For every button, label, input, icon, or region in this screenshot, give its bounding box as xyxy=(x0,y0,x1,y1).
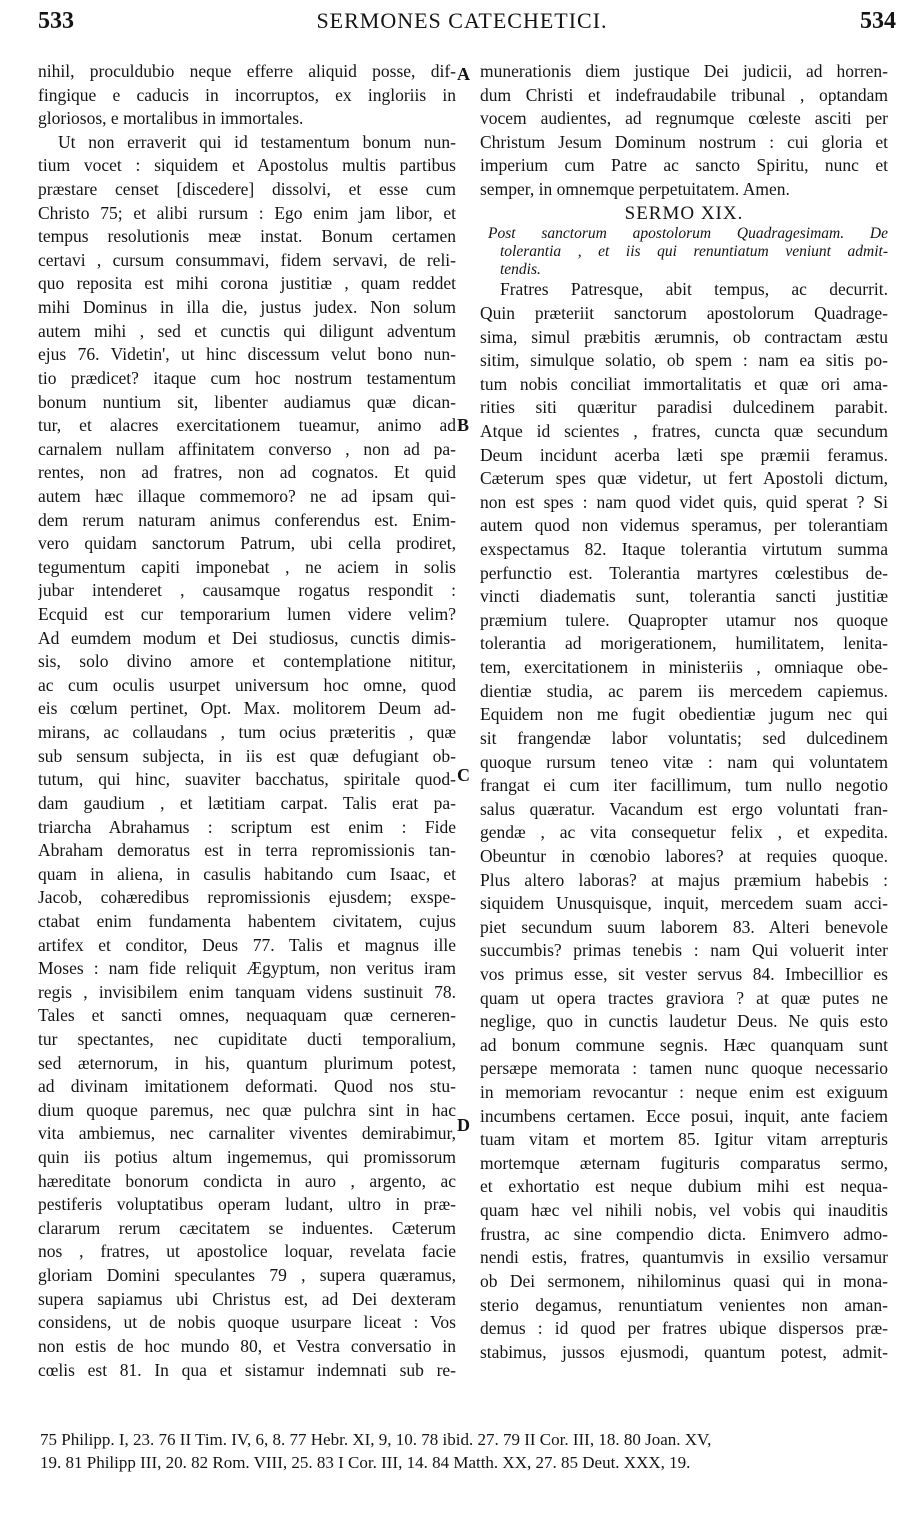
footnote-line: 75 Philipp. I, 23. 76 II Tim. IV, 6, 8. 77 Hebr. XI, 9, 10. 78 ibid. 27. 79 II Cor. III, 18. 80 Joan. XV, xyxy=(40,1430,712,1449)
text-line: et exhortatio est neque dubium mihi est nequa- xyxy=(480,1176,888,1197)
text-line: tegumentum capiti imponebat , ne aciem in solis xyxy=(38,556,456,577)
text-line: Deum incidunt acerba læti spe præmii feramus. xyxy=(480,444,888,465)
text-line: vos primus esse, sit vester servus 84. Imbecillior es xyxy=(480,964,888,984)
text-line: Atque id scientes , fratres, cuncta quæ secundum xyxy=(480,420,888,441)
text-line: cœlis est 81. In qua et sistamur indemnati sub re- xyxy=(38,1359,456,1380)
text-line: nos , fratres, ut apostolice loquar, revelata facie xyxy=(38,1241,456,1262)
text-line: dum Christi et indefraudabile tribunal , optandam xyxy=(480,84,888,105)
text-line: ob Dei sermonem, nihilominus quasi qui in mona- xyxy=(480,1270,888,1291)
text-line: quam ut opera tractes graviora ? at quæ putes ne xyxy=(480,987,888,1008)
text-line: hæreditate bonorum condicta in auro , argento, ac xyxy=(38,1170,456,1191)
text-line: quam in aliena, in casulis habitando cum Isaac, et xyxy=(38,863,456,884)
text-line: Equidem non me fugit obedientiæ jugum nec qui xyxy=(480,704,888,725)
text-line: perfunctio est. Tolerantia martyres cœlestibus de- xyxy=(480,562,888,583)
text-line: piet secundum suum laborem 83. Alteri benevole xyxy=(480,916,888,937)
text-line: artifex et conditor, Deus 77. Talis et magnus ille xyxy=(38,934,456,955)
text-line: quam hæc vel nihili nobis, vel vobis qui inauditis xyxy=(480,1200,888,1221)
text-line: mirans, ac collaudans , tum ocius præteritis , quæ xyxy=(38,722,456,743)
text-line: incumbens certamen. Ecce posui, inquit, ante faciem xyxy=(480,1105,888,1126)
text-line: tolerantia ad morigerationem, humilitatem, lenita- xyxy=(480,633,888,654)
sermon-subtitle-line: tolerantia , et iis qui renuntiatum veniunt admit- xyxy=(500,242,888,260)
text-line: siquidem Unusquisque, inquit, mercedem suam acci- xyxy=(480,893,888,914)
text-line: pestiferis voluptatibus operam ludant, ultro in præ- xyxy=(38,1194,456,1215)
text-line: tuam vitam et mortem 85. Igitur vitam arrepturis xyxy=(480,1129,888,1150)
text-line: tempus resolutionis meæ instat. Bonum certamen xyxy=(38,226,456,247)
text-line: tem, exercitationem in ministeriis , omniaque obe- xyxy=(480,657,888,678)
text-line: sima, simul præbitis ærumnis, ob contractam æstu xyxy=(480,326,888,347)
text-line: rentes, non ad fratres, non ad cognatos. Et quid xyxy=(38,462,456,483)
text-line: imperium cum Patre ac sancto Spiritu, nunc et xyxy=(480,155,888,176)
text-line: quo reposita est mihi corona justitiæ , quam reddet xyxy=(38,273,456,294)
text-line: stabimus, jussos ejusmodi, quantum potest, admit- xyxy=(480,1341,888,1362)
text-line: rities siti quæritur paradisi dulcedinem parabit. xyxy=(480,397,888,418)
text-line: non estis de hoc mundo 80, et Vestra conversatio in xyxy=(38,1335,456,1356)
text-line: tium vocet : siquidem et Apostolus multis partibus xyxy=(38,155,456,176)
text-line: gendæ , ac vita consequetur felix , et expedita. xyxy=(480,822,888,843)
text-line: sitim, simulque solatio, ob spem : nam ea sitis po- xyxy=(480,350,888,371)
sermon-title: SERMO XIX. xyxy=(624,202,744,224)
text-line: non est spes : nam quod videt quis, quid sperat ? Si xyxy=(480,491,888,512)
text-line: tur spectantes, nec cupiditate ducti temporalium, xyxy=(38,1028,456,1049)
text-line: ctabat enim fundamenta habentem civitatem, cujus xyxy=(38,910,456,931)
text-line: vincti diadematis sunt, tolerantia sancti justitiæ xyxy=(480,586,888,607)
text-line: tum nobis conciliat immortalitatis et quæ ori ama- xyxy=(480,373,888,394)
text-line: Tales et sancti omnes, nequaquam quæ cerneren- xyxy=(38,1005,456,1026)
text-line: Cæterum spes quæ videtur, ut fert Apostoli dictum, xyxy=(480,468,888,489)
text-line: gloriosos, e mortalibus in immortales. xyxy=(38,108,304,129)
page-header xyxy=(0,8,924,48)
text-line: Abraham demoratus est in terra repromissionis tan- xyxy=(38,840,456,861)
text-line: ejus 76. Videtin', ut hinc discessum velut bono nun- xyxy=(38,344,456,365)
text-line: ad bonum commune segnis. Hæc quanquam sunt xyxy=(480,1034,888,1055)
text-line: bonum nuntium sit, libenter audiamus quæ dican- xyxy=(38,391,456,412)
text-line: dium quoque paremus, nec quæ pulchra sint in hac xyxy=(38,1099,456,1120)
text-line: succumbis? primas tenebis : nam Qui voluerit inter xyxy=(480,940,888,961)
text-line: dem rerum naturam animus conferendus est. Enim- xyxy=(38,509,456,530)
margin-letter-c: C xyxy=(457,765,470,785)
text-line: Ecquid est cur temporarium lumen videre velim? xyxy=(38,604,456,625)
text-line: carnalem nullam affinitatem converso , non ad pa- xyxy=(38,438,456,459)
text-line: Quin præteriit sanctorum apostolorum Quadrage- xyxy=(480,302,888,323)
text-line: semper, in omnemque perpetuitatem. Amen. xyxy=(480,179,790,200)
text-line: triarcha Abrahamus : scriptum est enim : Fide xyxy=(38,816,456,837)
text-line: persæpe memorata : tamen nunc quoque necessario xyxy=(480,1058,888,1079)
text-line: ad divinam imitationem deformati. Quod nos stu- xyxy=(38,1076,456,1097)
text-line: Obeuntur in cœnobio labores? at requies quoque. xyxy=(480,845,888,866)
text-line: supera sapiamus ubi Christus est, ad Dei dexteram xyxy=(38,1288,456,1309)
text-line: vero quidam sanctorum Patrum, ubi cella prodiret, xyxy=(38,533,456,554)
text-line: autem mihi , sed et cunctis qui diligunt adventum xyxy=(38,320,456,341)
text-line: ac cum oculis usurpet universum hoc omne, quod xyxy=(38,674,456,695)
text-line: considens, ut de nobis quoque usurpare liceat : Vos xyxy=(38,1312,456,1333)
footnote-line: 19. 81 Philipp III, 20. 82 Rom. VIII, 25. 83 I Cor. III, 14. 84 Matth. XX, 27. 85 Deut. XXX, 19. xyxy=(40,1453,691,1472)
text-line: sub sensum subjecta, in iis est quæ defugiant ob- xyxy=(38,745,456,766)
text-line: eis cœlum pertinet, Opt. Max. molitorem Deum ad- xyxy=(38,698,456,719)
page-number-right: 534 xyxy=(860,8,896,34)
text-line: neglige, quo in cunctis laudetur Deus. Ne quis esto xyxy=(480,1011,888,1032)
text-line: certavi , cursum consummavi, fidem servavi, de reli- xyxy=(38,249,456,270)
text-line: Jacob, cohæredibus repromissionis ejusdem; exspe- xyxy=(38,887,456,908)
right-column xyxy=(480,60,888,1364)
text-line: Christo 75; et alibi rursum : Ego enim jam libor, et xyxy=(38,202,456,223)
sermon-subtitle-line: Post sanctorum apostolorum Quadragesimam. De xyxy=(488,225,888,243)
text-line: Ad eumdem modum et Dei studiosus, cunctis dimis- xyxy=(38,627,456,648)
margin-letter-a: A xyxy=(457,64,470,84)
text-line: sterio degamus, renuntiatum venientes non aman- xyxy=(480,1294,888,1315)
text-line: jubar intenderet , causamque rogatus respondit : xyxy=(38,580,456,601)
left-column xyxy=(38,60,456,1382)
margin-letter-b: B xyxy=(457,415,470,435)
text-line: tur, et alacres exercitationem tueamur, animo ad xyxy=(38,415,456,436)
page-number-left: 533 xyxy=(38,8,74,34)
sermon-subtitle-line: tendis. xyxy=(500,260,541,278)
text-line: regis , invisibilem enim tanquam videns sustinuit 78. xyxy=(38,981,456,1002)
running-title: SERMONES CATECHETICI. xyxy=(316,8,608,33)
text-line: Christum Jesum Dominum nostrum : cui gloria et xyxy=(480,131,888,152)
text-line: Fratres Patresque, abit tempus, ac decurrit. xyxy=(500,279,888,300)
text-line: Moses : nam fide reliquit Ægyptum, non veritus iram xyxy=(38,958,456,979)
text-line: nendi estis, fratres, quantumvis in exsilio versamur xyxy=(480,1247,888,1268)
text-line: Ut non erraverit qui id testamentum bonum nun- xyxy=(58,131,456,152)
text-line: clararum rerum cæcitatem se induentes. Cæterum xyxy=(38,1217,456,1238)
text-line: præmium tulere. Quapropter utamur nos quoque xyxy=(480,609,888,630)
text-line: tutum, qui hinc, suaviter bacchatus, spiritale quod- xyxy=(38,769,456,790)
text-line: salus quæratur. Vacandum est ergo voluntati fran- xyxy=(480,798,888,819)
text-line: exspectamus 82. Itaque tolerantia virtutum summa xyxy=(480,539,888,560)
text-line: quin iis potius altum ingememus, qui promissorum xyxy=(38,1147,456,1168)
text-line: fingique e caducis in incorruptos, ex ingloriis in xyxy=(38,84,456,105)
text-line: vita ambiemus, nec carnaliter viventes demirabimur, xyxy=(38,1123,456,1144)
text-line: Plus altero laboras? at majus præmium habebis : xyxy=(480,869,888,890)
text-line: nihil, proculdubio neque efferre aliquid posse, dif- xyxy=(38,61,456,81)
text-line: dientiæ studia, ac parem iis mercedem capiemus. xyxy=(480,680,888,701)
text-line: sed æternorum, in his, quantum plurimum potest, xyxy=(38,1052,456,1073)
text-line: mihi Dominus in illa die, justus judex. Non solum xyxy=(38,297,456,318)
text-line: demus : id quod per fratres ubique dispersos præ- xyxy=(480,1318,888,1339)
text-line: gloriam Domini speculantes 79 , supera quæramus, xyxy=(38,1265,456,1286)
text-line: munerationis diem justique Dei judicii, ad horren- xyxy=(480,61,888,81)
text-line: sit frangendæ labor voluntatis; sed dulcedinem xyxy=(480,727,888,748)
text-line: autem quod non videmus speramus, per tolerantiam xyxy=(480,515,888,536)
margin-letter-d: D xyxy=(457,1115,470,1135)
text-line: sis, solo divino amore et contemplatione nititur, xyxy=(38,651,456,672)
text-line: præstare censet [discedere] dissolvi, et esse cum xyxy=(38,179,456,200)
text-line: frangat ei cum iter facillimum, tum nullo negotio xyxy=(480,775,888,796)
text-line: dam gaudium , et lætitiam carpat. Talis erat pa- xyxy=(38,792,456,813)
text-line: quoque rursum teneo vitæ : nam qui voluntatem xyxy=(480,751,888,772)
text-line: frustra, ac sine compendio dicta. Enimvero admo- xyxy=(480,1223,888,1244)
text-line: vocem audientes, ad regnumque cœleste asciti per xyxy=(480,108,888,129)
text-line: in memoriam revocantur : neque enim est exiguum xyxy=(480,1082,888,1103)
footnotes xyxy=(40,1428,890,1474)
text-line: mortemque æternam fugituris comparatus sermo, xyxy=(480,1152,888,1173)
text-line: autem hæc illaque commemoro? ne ad ipsam qui- xyxy=(38,485,456,506)
text-line: tio prædicet? itaque cum hoc nostrum testamentum xyxy=(38,367,456,388)
